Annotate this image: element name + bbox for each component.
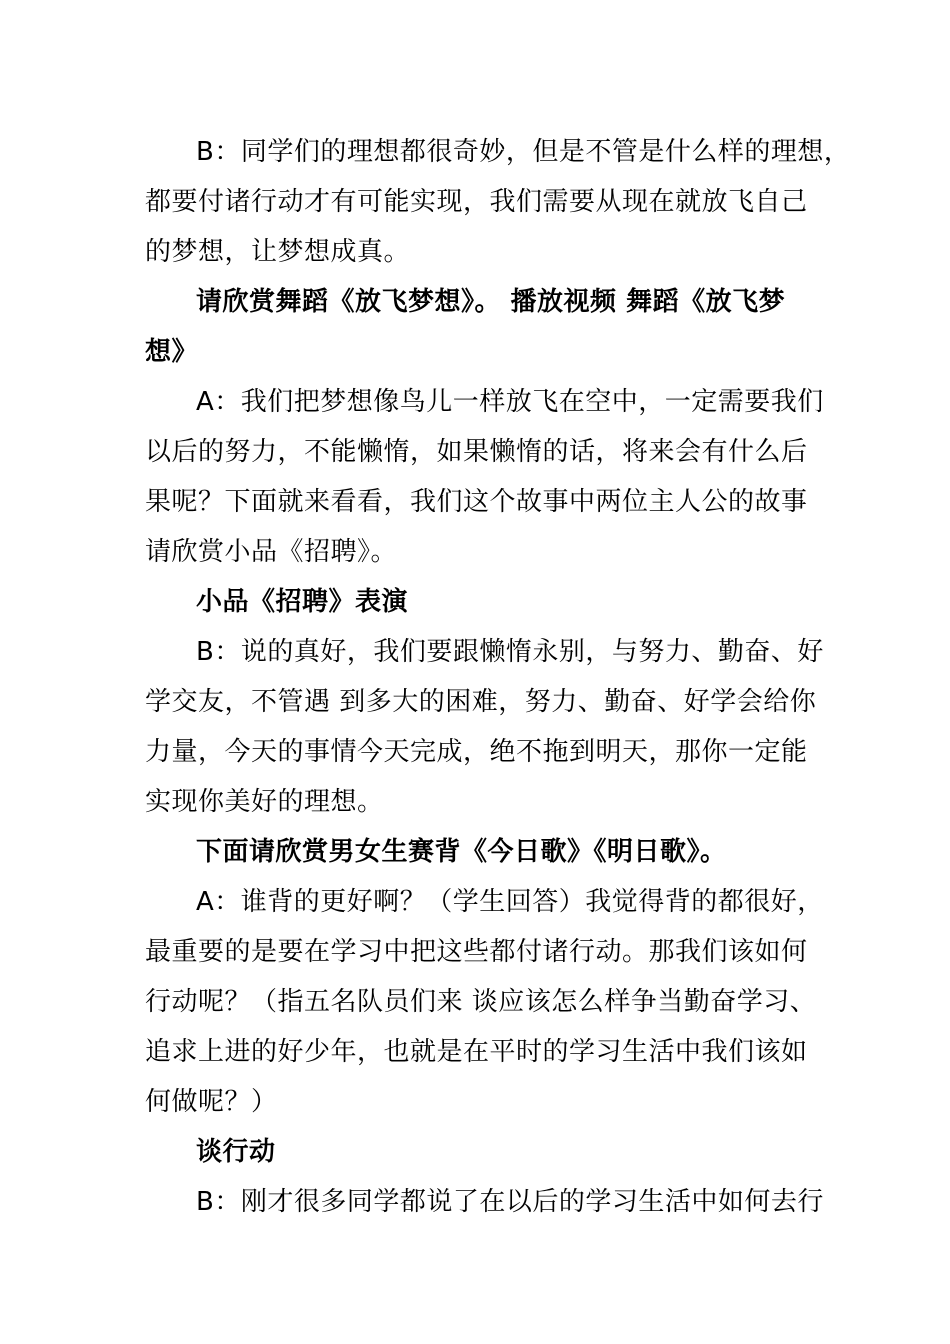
paragraph-line: A：我们把梦想像鸟儿一样放飞在空中，一定需要我们 bbox=[196, 387, 824, 417]
paragraph-line: B：刚才很多同学都说了在以后的学习生活中如何去行 bbox=[196, 1187, 824, 1217]
heading-line: 想》 bbox=[145, 337, 199, 367]
heading-line: 小品《招聘》表演 bbox=[196, 587, 409, 617]
paragraph-line: 何做呢？） bbox=[145, 1087, 278, 1117]
heading-line: 下面请欣赏男女生赛背《今日歌》《明日歌》。 bbox=[196, 837, 727, 867]
paragraph-line: B：说的真好，我们要跟懒惰永别，与努力、勤奋、好 bbox=[196, 637, 824, 667]
heading-line: 谈行动 bbox=[196, 1137, 276, 1167]
paragraph-line: 果呢？下面就来看看，我们这个故事中两位主人公的故事 bbox=[145, 487, 808, 517]
paragraph-line: 力量，今天的事情今天完成，绝不拖到明天，那你一定能 bbox=[145, 737, 808, 767]
paragraph-line: 最重要的是要在学习中把这些都付诸行动。那我们该如何 bbox=[145, 937, 808, 967]
paragraph-line: 都要付诸行动才有可能实现，我们需要从现在就放飞自己 bbox=[145, 187, 808, 217]
paragraph-line: 实现你美好的理想。 bbox=[145, 787, 384, 817]
paragraph-line: 追求上进的好少年，也就是在平时的学习生活中我们该如 bbox=[145, 1037, 808, 1067]
paragraph-line: A：谁背的更好啊？（学生回答）我觉得背的都很好， bbox=[196, 887, 824, 917]
paragraph-line: 请欣赏小品《招聘》。 bbox=[145, 537, 398, 567]
paragraph-line: 以后的努力，不能懒惰，如果懒惰的话，将来会有什么后 bbox=[145, 437, 808, 467]
heading-line: 请欣赏舞蹈《放飞梦想》。 播放视频 舞蹈《放飞梦 bbox=[196, 287, 786, 317]
paragraph-line: 学交友，不管遇 到多大的困难，努力、勤奋、好学会给你 bbox=[145, 687, 817, 717]
paragraph-line: 的梦想，让梦想成真。 bbox=[145, 237, 411, 267]
paragraph-line: B：同学们的理想都很奇妙，但是不管是什么样的理想， bbox=[196, 137, 851, 167]
paragraph-line: 行动呢？（指五名队员们来 谈应该怎么样争当勤奋学习、 bbox=[145, 987, 817, 1017]
